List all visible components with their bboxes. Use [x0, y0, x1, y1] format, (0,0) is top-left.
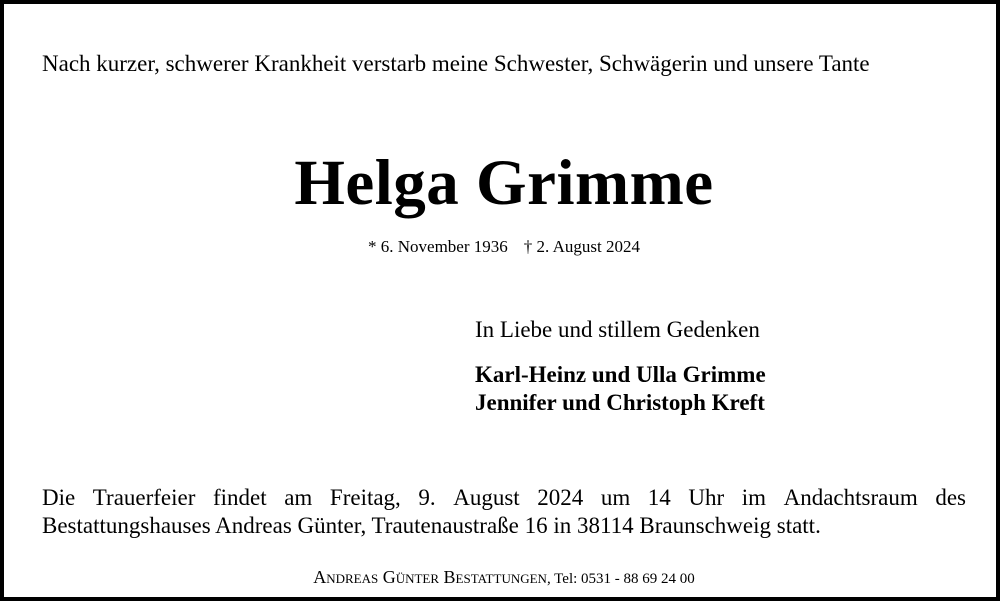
intro-text: Nach kurzer, schwerer Krankheit verstarb meine Schwester, Schwägerin und unsere Tante	[42, 51, 870, 76]
death-date: † 2. August 2024	[523, 237, 640, 256]
service-notice	[42, 484, 966, 540]
memory-phrase: In Liebe und stillem Gedenken	[475, 317, 760, 342]
life-dates	[4, 237, 1000, 257]
service-word: 2024	[537, 485, 584, 510]
funeral-home-phone: , Tel: 0531 - 88 69 24 00	[546, 571, 695, 587]
service-word: am	[284, 485, 313, 510]
service-line-1	[42, 484, 966, 512]
service-word: des	[935, 485, 966, 510]
deceased-name: Helga Grimme	[294, 147, 714, 219]
service-word: Die	[42, 485, 76, 510]
service-word: 9.	[418, 485, 436, 510]
mourner-name: Jennifer und Christoph Kreft	[475, 390, 765, 415]
service-word: Trauerfeier	[92, 485, 196, 510]
service-word: Freitag,	[329, 485, 401, 510]
service-word: 14	[647, 485, 671, 510]
service-word: Uhr	[688, 485, 725, 510]
mourners-block	[475, 317, 766, 417]
birth-date: * 6. November 1936	[368, 237, 508, 256]
service-line-2: Bestattungshauses Andreas Günter, Trautenaustraße 16 in 38114 Braunschweig statt.	[42, 513, 821, 538]
service-word: Andachtsraum	[783, 485, 918, 510]
service-word: im	[741, 485, 767, 510]
service-word: findet	[212, 485, 267, 510]
service-word: um	[600, 485, 631, 510]
service-word: August	[453, 485, 520, 510]
funeral-home-name: Andreas Günter Bestattungen	[313, 567, 547, 587]
mourner-name: Karl-Heinz und Ulla Grimme	[475, 362, 766, 387]
footer	[4, 567, 1000, 588]
